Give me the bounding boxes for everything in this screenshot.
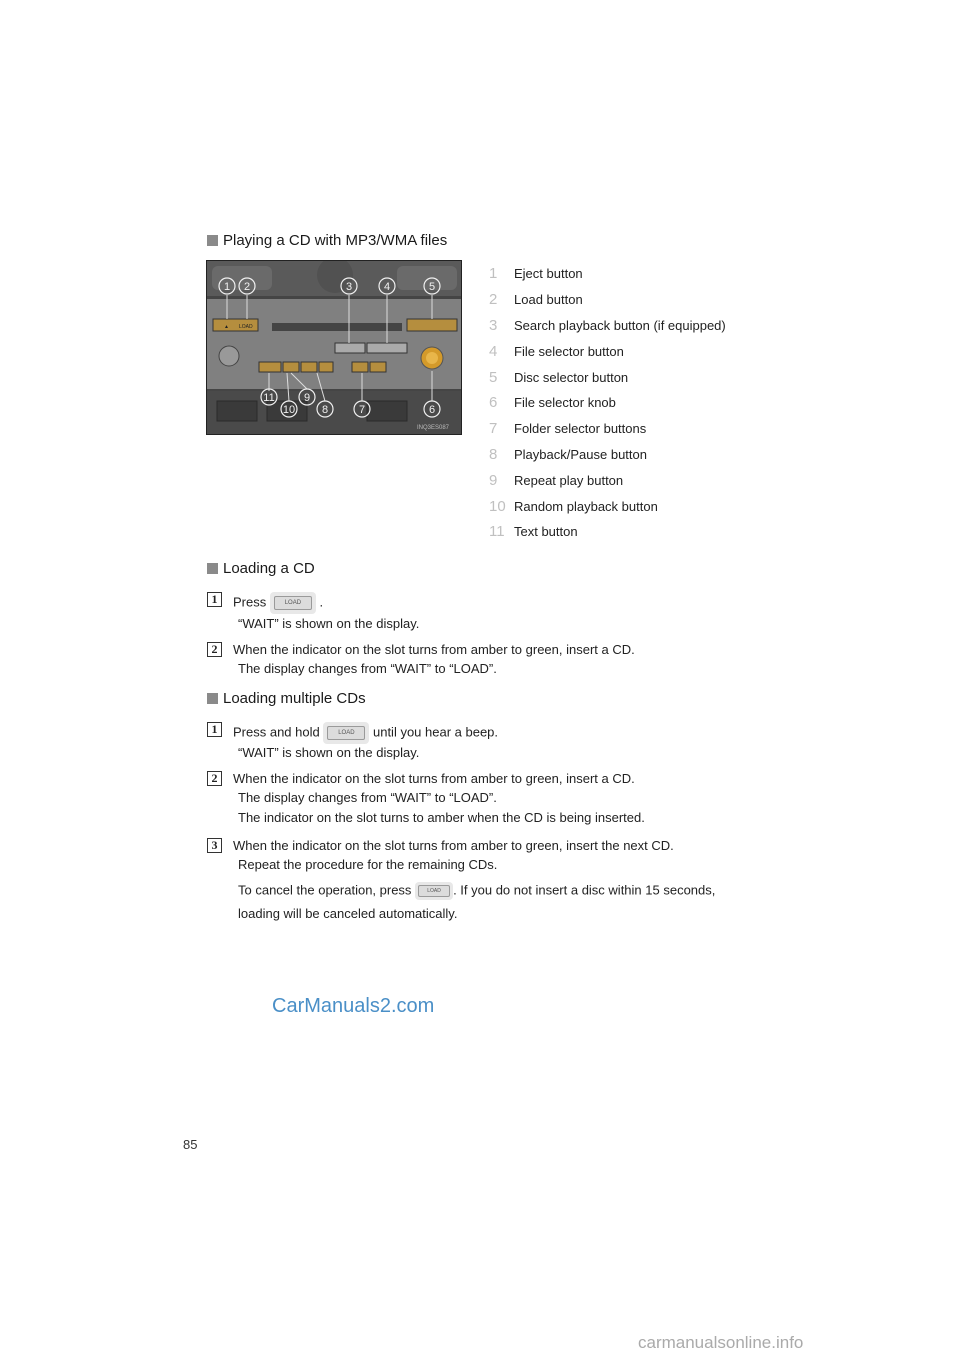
svg-text:4: 4	[383, 281, 391, 293]
svg-text:1: 1	[223, 281, 231, 293]
legend-item	[489, 287, 726, 313]
step-number: 2	[207, 642, 222, 657]
step-text-post: until you hear a beep.	[372, 724, 499, 740]
legend-label: Folder selector buttons	[514, 421, 647, 437]
legend-number: 5	[489, 368, 498, 386]
load-button-label: LOAD	[274, 596, 312, 610]
legend-number: 3	[489, 316, 498, 334]
step-number: 1	[207, 592, 222, 607]
legend-number: 1	[489, 265, 498, 283]
section-heading-loading	[207, 560, 315, 577]
step-text-post: .	[319, 594, 324, 610]
legend-label: File selector button	[514, 343, 624, 359]
step-subtext: Repeat the procedure for the remaining CDs.	[238, 857, 498, 872]
step-text: When the indicator on the slot turns from amber to green, insert a CD.	[233, 642, 635, 657]
legend-item	[489, 364, 726, 390]
step-subtext: The indicator on the slot turns to amber when the CD is being inserted.	[238, 810, 645, 825]
step-text	[233, 722, 498, 744]
legend-number: 10	[489, 497, 506, 515]
svg-text:9: 9	[303, 392, 311, 404]
section-heading-mp3	[207, 232, 447, 249]
legend-item	[489, 519, 726, 545]
legend-label: File selector knob	[514, 395, 616, 411]
legend-item	[489, 467, 726, 493]
legend-number: 2	[489, 291, 498, 309]
load-button-label: LOAD	[418, 885, 450, 897]
svg-text:11: 11	[263, 392, 275, 404]
legend-number: 11	[489, 523, 505, 541]
svg-text:▲: ▲	[224, 324, 229, 330]
audio-panel-illustration	[207, 261, 462, 435]
legend-item	[489, 442, 726, 468]
legend-label: Search playback button (if equipped)	[514, 317, 726, 333]
button-legend	[489, 261, 726, 545]
legend-label: Load button	[514, 292, 583, 308]
square-bullet-icon	[207, 235, 218, 246]
svg-text:7: 7	[358, 404, 366, 416]
figure-code: INQ3ES087	[417, 425, 450, 431]
step-subtext: The display changes from “WAIT” to “LOAD”.	[238, 661, 497, 676]
legend-item	[489, 338, 726, 364]
audio-panel-figure	[206, 260, 462, 435]
step-text-pre: Press	[233, 594, 267, 610]
footer-watermark: carmanualsonline.info	[638, 1333, 804, 1352]
step-text	[233, 592, 323, 614]
square-bullet-icon	[207, 563, 218, 574]
step-number: 3	[207, 838, 222, 853]
cancel-note-post: . If you do not insert a disc within 15 seconds,	[453, 882, 716, 898]
legend-item	[489, 416, 726, 442]
legend-item	[489, 261, 726, 287]
legend-number: 8	[489, 445, 498, 463]
svg-text:10: 10	[282, 404, 296, 416]
section-title: Loading a CD	[223, 560, 315, 577]
svg-text:6: 6	[428, 404, 436, 416]
page-number: 85	[183, 1137, 198, 1152]
step-text: When the indicator on the slot turns from amber to green, insert the next CD.	[233, 838, 674, 853]
section-title: Playing a CD with MP3/WMA files	[223, 232, 448, 249]
step-subtext: “WAIT” is shown on the display.	[238, 745, 420, 760]
cancel-note-line2: loading will be canceled automatically.	[238, 906, 458, 921]
section-title: Loading multiple CDs	[223, 690, 366, 707]
legend-number: 9	[489, 471, 498, 489]
load-button-icon	[415, 882, 453, 900]
legend-number: 4	[489, 342, 498, 360]
legend-label: Disc selector button	[514, 369, 629, 385]
load-button-label: LOAD	[327, 726, 365, 740]
legend-item	[489, 313, 726, 339]
legend-label: Text button	[514, 524, 578, 540]
legend-item	[489, 390, 726, 416]
step-text: When the indicator on the slot turns from amber to green, insert a CD.	[233, 771, 635, 786]
step-number: 2	[207, 771, 222, 786]
step-subtext: The display changes from “WAIT” to “LOAD”.	[238, 790, 497, 805]
legend-label: Eject button	[514, 266, 583, 282]
load-button-icon	[270, 592, 316, 614]
step-text-pre: Press and hold	[233, 724, 320, 740]
legend-item	[489, 493, 726, 519]
load-label: LOAD	[239, 324, 253, 330]
cancel-note	[238, 882, 715, 900]
legend-label: Playback/Pause button	[514, 446, 647, 462]
watermark: CarManuals2.com	[272, 995, 435, 1017]
svg-text:3: 3	[345, 281, 353, 293]
load-button-icon	[323, 722, 369, 744]
svg-text:2: 2	[243, 281, 251, 293]
legend-number: 6	[489, 394, 498, 412]
legend-number: 7	[489, 420, 498, 438]
legend-label: Repeat play button	[514, 472, 624, 488]
section-heading-multiple	[207, 690, 366, 707]
svg-text:5: 5	[428, 281, 436, 293]
step-number: 1	[207, 722, 222, 737]
square-bullet-icon	[207, 693, 218, 704]
legend-label: Random playback button	[514, 498, 658, 514]
cancel-note-pre: To cancel the operation, press	[238, 882, 412, 898]
step-subtext: “WAIT” is shown on the display.	[238, 616, 420, 631]
svg-text:8: 8	[321, 404, 329, 416]
